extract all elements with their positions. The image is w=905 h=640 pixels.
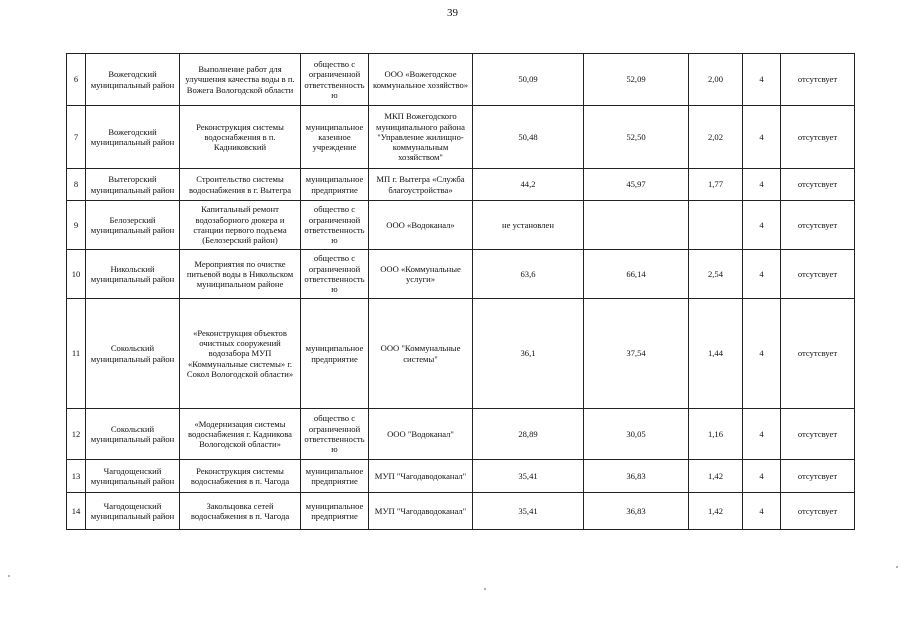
operator-cell: ООО "Коммунальные системы" [369,299,473,409]
project-cell: Реконструкция системы водоснабжения в п. Кадниковский [180,106,301,169]
status-cell: отсутсвует [781,250,855,299]
status-cell: отсутсвует [781,493,855,530]
value1-cell: 44,2 [473,169,584,201]
value1-cell: не установлен [473,201,584,250]
operator-cell: МКП Вожегодского муниципального района "Управление жилищно-коммунальным хозяйством" [369,106,473,169]
row-number: 14 [67,493,86,530]
table-row [67,299,855,409]
district-cell: Вытегорский муниципальный район [86,169,180,201]
operator-cell: ООО "Водоканал" [369,409,473,460]
operator-cell: ООО «Вожегодское коммунальное хозяйство» [369,54,473,106]
district-cell: Никольский муниципальный район [86,250,180,299]
project-cell: Реконструкция системы водоснабжения в п. Чагода [180,460,301,493]
value1-cell: 28,89 [473,409,584,460]
org-form-cell: муниципальное казенное учреждение [301,106,369,169]
value2-cell: 30,05 [584,409,689,460]
col9-cell: 4 [743,409,781,460]
diff-cell: 2,54 [689,250,743,299]
value2-cell: 66,14 [584,250,689,299]
scan-speck [484,588,486,590]
table-row [67,409,855,460]
org-form-cell: общество с ограниченной ответственность ю [301,201,369,250]
value2-cell: 36,83 [584,460,689,493]
district-cell: Чагодощенский муниципальный район [86,460,180,493]
value2-cell: 37,54 [584,299,689,409]
project-cell: Выполнение работ для улучшения качества воды в п. Вожега Вологодской области [180,54,301,106]
diff-cell: 1,16 [689,409,743,460]
org-form-cell: муниципальное предприятие [301,493,369,530]
table-row [67,106,855,169]
scan-speck [8,575,10,577]
col9-cell: 4 [743,460,781,493]
org-form-cell: муниципальное предприятие [301,299,369,409]
operator-cell: МП г. Вытегра «Служба благоустройства» [369,169,473,201]
project-cell: Капитальный ремонт водозаборного дюкера и станции первого подъема (Белозерский район) [180,201,301,250]
operator-cell: МУП "Чагодаводоканал" [369,460,473,493]
row-number: 13 [67,460,86,493]
col9-cell: 4 [743,250,781,299]
col9-cell: 4 [743,299,781,409]
operator-cell: ООО «Коммунальные услуги» [369,250,473,299]
district-cell: Вожегодский муниципальный район [86,54,180,106]
status-cell: отсутсвует [781,409,855,460]
value1-cell: 50,09 [473,54,584,106]
project-cell: Строительство системы водоснабжения в г. Вытегра [180,169,301,201]
row-number: 6 [67,54,86,106]
scan-speck [896,566,898,568]
org-form-cell: общество с ограниченной ответственность ю [301,54,369,106]
diff-cell [689,201,743,250]
value2-cell [584,201,689,250]
status-cell: отсутсвует [781,54,855,106]
district-cell: Сокольский муниципальный район [86,299,180,409]
value1-cell: 35,41 [473,493,584,530]
project-cell: «Реконструкция объектов очистных сооружений водозабора МУП «Коммунальные системы» г. Сокол Вологодской области» [180,299,301,409]
diff-cell: 2,02 [689,106,743,169]
org-form-cell: муниципальное предприятие [301,460,369,493]
project-cell: «Модернизация системы водоснабжения г. Кадникова Вологодской области» [180,409,301,460]
project-cell: Мероприятия по очистке питьевой воды в Никольском муниципальном районе [180,250,301,299]
table-row [67,460,855,493]
table-row [67,169,855,201]
value2-cell: 52,50 [584,106,689,169]
org-form-cell: общество с ограниченной ответственность ю [301,250,369,299]
table-row [67,250,855,299]
district-cell: Вожегодский муниципальный район [86,106,180,169]
table-row [67,493,855,530]
district-cell: Чагодощенский муниципальный район [86,493,180,530]
status-cell: отсутсвует [781,169,855,201]
org-form-cell: муниципальное предприятие [301,169,369,201]
diff-cell: 2,00 [689,54,743,106]
diff-cell: 1,42 [689,460,743,493]
value1-cell: 63,6 [473,250,584,299]
value2-cell: 45,97 [584,169,689,201]
diff-cell: 1,44 [689,299,743,409]
col9-cell: 4 [743,493,781,530]
value2-cell: 52,09 [584,54,689,106]
table-body [67,54,855,530]
table-row [67,201,855,250]
row-number: 11 [67,299,86,409]
col9-cell: 4 [743,169,781,201]
row-number: 8 [67,169,86,201]
row-number: 10 [67,250,86,299]
operator-cell: МУП "Чагодаводоканал" [369,493,473,530]
value1-cell: 50,48 [473,106,584,169]
row-number: 9 [67,201,86,250]
row-number: 7 [67,106,86,169]
value1-cell: 36,1 [473,299,584,409]
col9-cell: 4 [743,54,781,106]
district-cell: Белозерский муниципальный район [86,201,180,250]
diff-cell: 1,42 [689,493,743,530]
value2-cell: 36,83 [584,493,689,530]
org-form-cell: общество с ограниченной ответственность ю [301,409,369,460]
diff-cell: 1,77 [689,169,743,201]
status-cell: отсутсвует [781,106,855,169]
district-cell: Сокольский муниципальный район [86,409,180,460]
projects-table [66,53,855,530]
page-number: 39 [447,7,458,19]
row-number: 12 [67,409,86,460]
value1-cell: 35,41 [473,460,584,493]
col9-cell: 4 [743,106,781,169]
project-cell: Закольцовка сетей водоснабжения в п. Чагода [180,493,301,530]
operator-cell: ООО «Водоканал» [369,201,473,250]
status-cell: отсутсвует [781,460,855,493]
status-cell: отсутсвует [781,299,855,409]
col9-cell: 4 [743,201,781,250]
table-row [67,54,855,106]
status-cell: отсутсвует [781,201,855,250]
